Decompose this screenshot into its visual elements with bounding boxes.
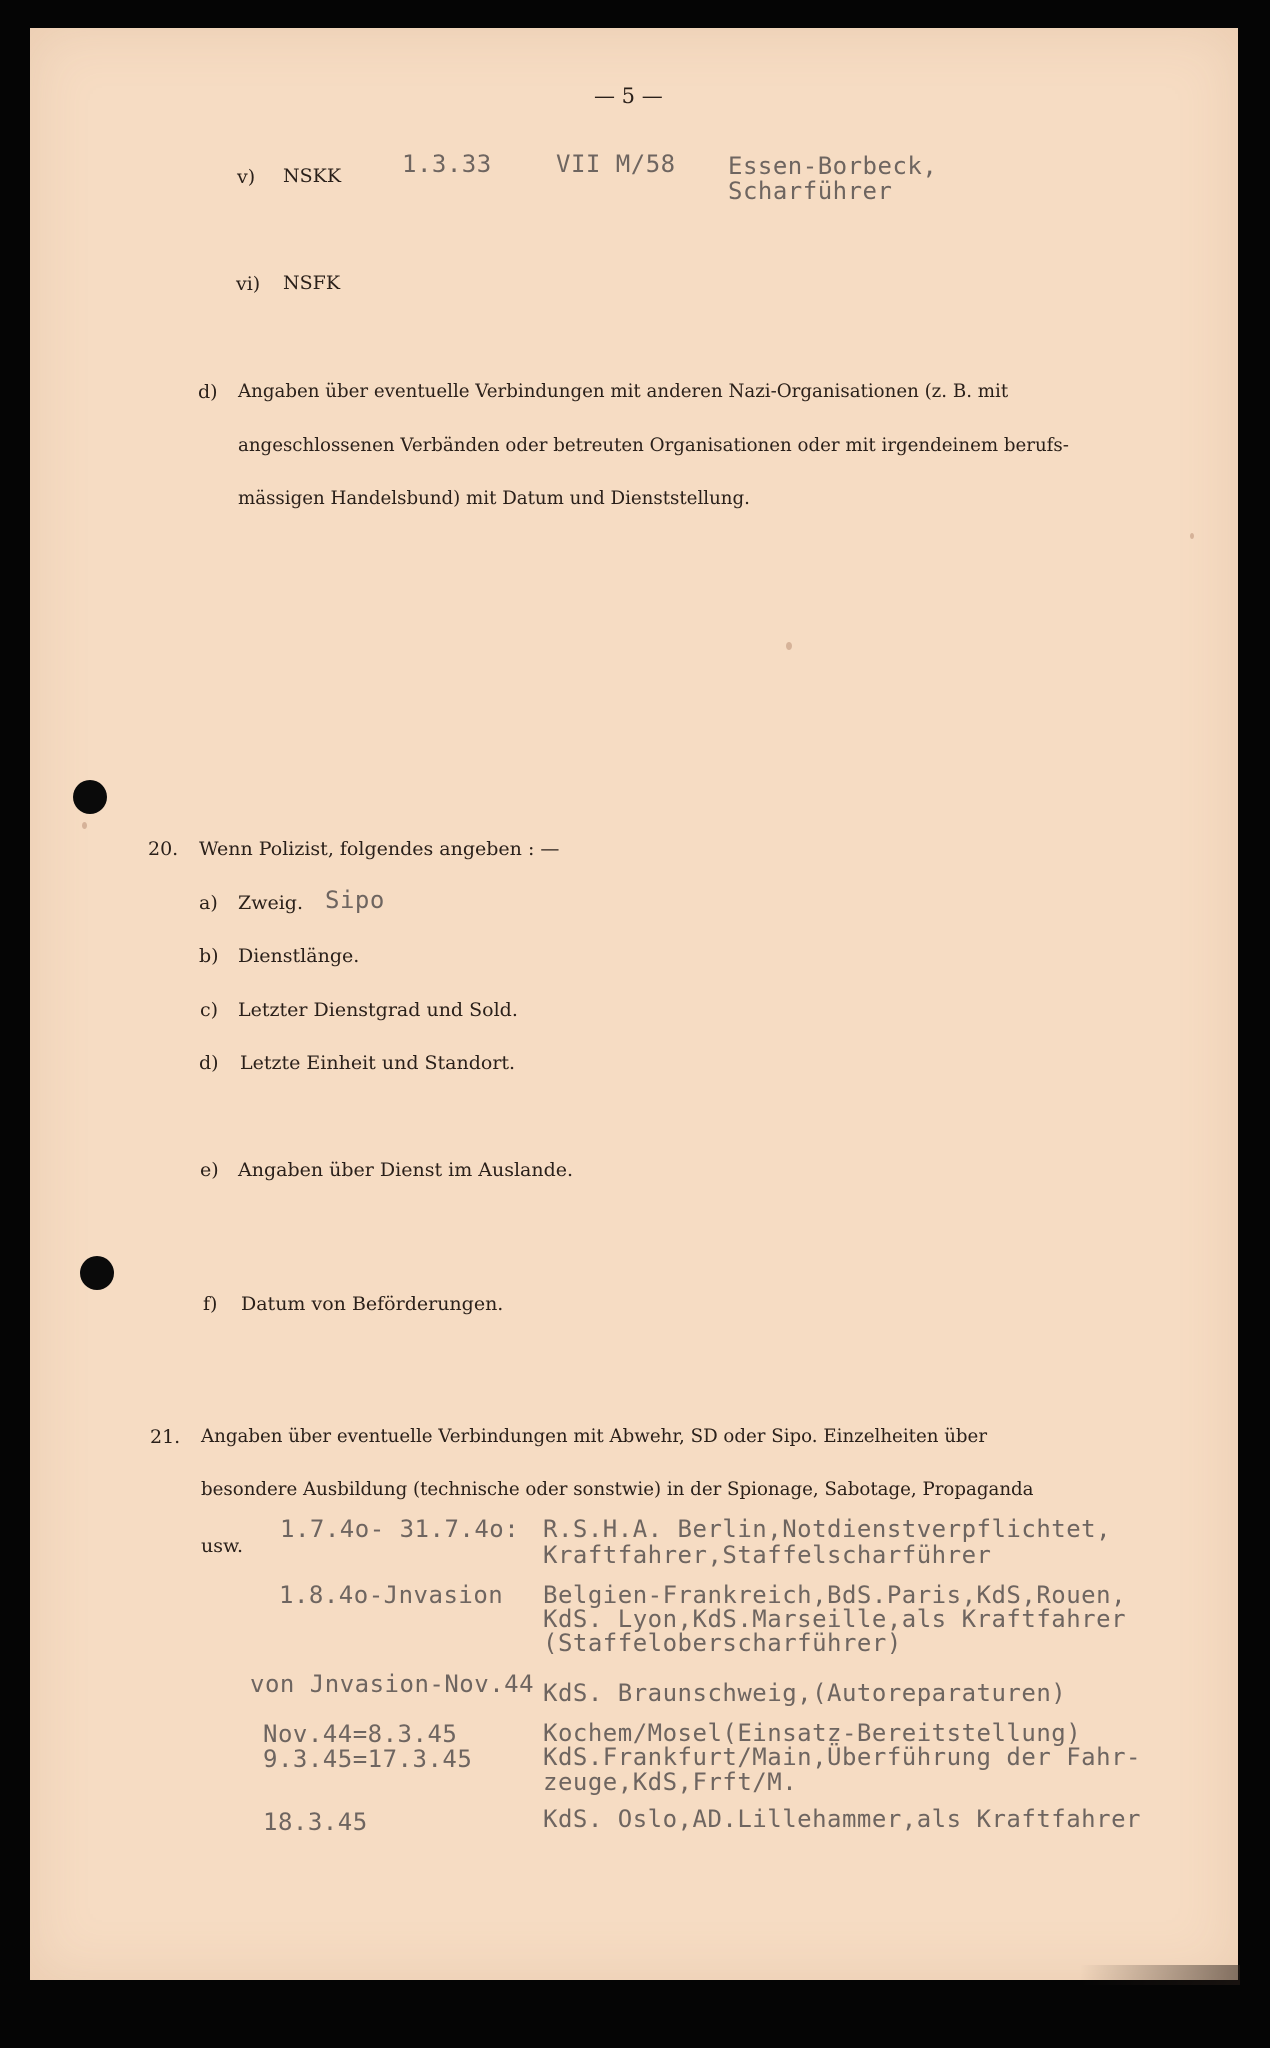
entry-3-date: von Jnvasion-Nov.44	[250, 1670, 535, 1698]
question-20-a-text: Zweig.	[238, 892, 303, 914]
punch-hole-upper	[73, 780, 107, 814]
item-d-label: d)	[198, 381, 218, 403]
question-21-number: 21.	[150, 1426, 181, 1448]
entry-2-line2: KdS. Lyon,KdS.Marseille,als Kraftfahrer	[543, 1605, 1127, 1633]
item-d-line3: mässigen Handelsbund) mit Datum und Dienststellung.	[238, 488, 750, 509]
item-v-org: NSKK	[283, 165, 342, 187]
entry-5-date: 9.3.45=17.3.45	[263, 1745, 473, 1773]
entry-2-line1: Belgien-Frankreich,BdS.Paris,KdS,Rouen,	[543, 1581, 1127, 1609]
page-edge-shadow	[1080, 1965, 1240, 1985]
item-v-unit: VII M/58	[556, 150, 676, 178]
item-v-place-line1: Essen-Borbeck,	[728, 152, 938, 180]
paper-speck	[1190, 533, 1194, 539]
entry-1-line1: R.S.H.A. Berlin,Notdienstverpflichtet,	[543, 1515, 1112, 1543]
entry-1-date: 1.7.4o- 31.7.4o:	[280, 1515, 520, 1543]
question-21-line3: usw.	[201, 1535, 244, 1557]
question-20-text: Wenn Polizist, folgendes angeben : —	[199, 838, 560, 860]
paper-speck	[786, 642, 792, 650]
entry-2-line3: (Staffeloberscharführer)	[543, 1629, 902, 1657]
question-20-a-answer: Sipo	[325, 886, 385, 914]
punch-hole-lower	[80, 1256, 114, 1290]
question-20-d-text: Letzte Einheit und Standort.	[240, 1052, 516, 1074]
entry-1-line2: Kraftfahrer,Staffelscharführer	[543, 1541, 992, 1569]
question-21-line1: Angaben über eventuelle Verbindungen mit Abwehr, SD oder Sipo. Einzelheiten über	[201, 1426, 988, 1447]
question-20-f-label: f)	[203, 1293, 218, 1315]
entry-5-line1: KdS.Frankfurt/Main,Überführung der Fahr-	[543, 1743, 1141, 1771]
item-vi-org: NSFK	[283, 272, 341, 294]
item-vi-label: vi)	[236, 273, 261, 295]
question-20-b-label: b)	[199, 945, 219, 967]
entry-3-line1: KdS. Braunschweig,(Autoreparaturen)	[543, 1679, 1067, 1707]
entry-6-line1: KdS. Oslo,AD.Lillehammer,als Kraftfahrer	[543, 1805, 1141, 1833]
question-20-d-label: d)	[199, 1052, 219, 1074]
question-20-b-text: Dienstlänge.	[238, 945, 360, 967]
question-20-a-label: a)	[199, 892, 218, 914]
entry-4-line1: Kochem/Mosel(Einsatz-Bereitstellung)	[543, 1719, 1082, 1747]
item-v-date: 1.3.33	[402, 150, 492, 178]
item-v-label: v)	[237, 166, 256, 188]
page-number: — 5 —	[594, 84, 663, 108]
question-20-e-label: e)	[200, 1159, 219, 1181]
entry-2-date: 1.8.4o-Jnvasion	[279, 1581, 504, 1609]
paper-speck	[82, 822, 87, 829]
question-20-c-text: Letzter Dienstgrad und Sold.	[238, 999, 518, 1021]
question-20-number: 20.	[148, 838, 179, 860]
question-20-e-text: Angaben über Dienst im Auslande.	[238, 1159, 574, 1181]
entry-6-date: 18.3.45	[263, 1808, 368, 1836]
item-v-place-line2: Scharführer	[728, 177, 893, 205]
entry-4-date: Nov.44=8.3.45	[263, 1720, 458, 1748]
question-20-f-text: Datum von Beförderungen.	[241, 1293, 504, 1315]
question-20-c-label: c)	[200, 999, 219, 1021]
entry-5-line2: zeuge,KdS,Frft/M.	[543, 1768, 798, 1796]
item-d-line1: Angaben über eventuelle Verbindungen mit anderen Nazi-Organisationen (z. B. mit	[238, 381, 1009, 402]
item-d-line2: angeschlossenen Verbänden oder betreuten Organisationen oder mit irgendeinem berufs-	[238, 435, 1069, 456]
question-21-line2: besondere Ausbildung (technische oder sonstwie) in der Spionage, Sabotage, Propaganda	[201, 1479, 1034, 1500]
